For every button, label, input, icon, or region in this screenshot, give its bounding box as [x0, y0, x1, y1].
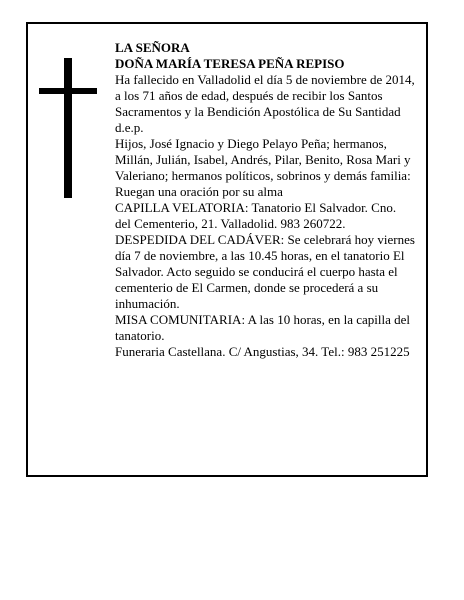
funeral-home-info: Funeraria Castellana. C/ Angustias, 34. Tel.: 983 251225 — [115, 344, 410, 359]
obituary-notice — [26, 22, 428, 477]
chapel-info: CAPILLA VELATORIA: Tanatorio El Salvador. Cno. del Cementerio, 21. Valladolid. 983 260722. — [115, 200, 397, 231]
prayer-request: Ruegan una oración por su alma — [115, 184, 283, 199]
obituary-text — [115, 40, 415, 360]
heading-title: LA SEÑORA — [115, 40, 190, 55]
rip-text: d.e.p. — [115, 120, 144, 135]
mass-info: MISA COMUNITARIA: A las 10 horas, en la capilla del tanatorio. — [115, 312, 411, 343]
deceased-name: DOÑA MARÍA TERESA PEÑA REPISO — [115, 56, 345, 71]
death-announcement: Ha fallecido en Valladolid el día 5 de noviembre de 2014, a los 71 años de edad, después de recibir los Santos Sacramentos y la Bendición Apostólica de Su Santidad — [115, 72, 415, 119]
farewell-info: DESPEDIDA DEL CADÁVER: Se celebrará hoy viernes día 7 de noviembre, a las 10.45 horas, en el tanatorio El Salvador. Acto seguido se conducirá el cuerpo hasta el cementerio de El Carmen, donde se procederá a su inhumación. — [115, 232, 415, 311]
family-list: Hijos, José Ignacio y Diego Pelayo Peña; hermanos, Millán, Julián, Isabel, Andrés, Pilar, Benito, Rosa Mari y Valeriano; hermanos políticos, sobrinos y demás familia: — [115, 136, 411, 183]
cross-icon — [39, 58, 97, 198]
